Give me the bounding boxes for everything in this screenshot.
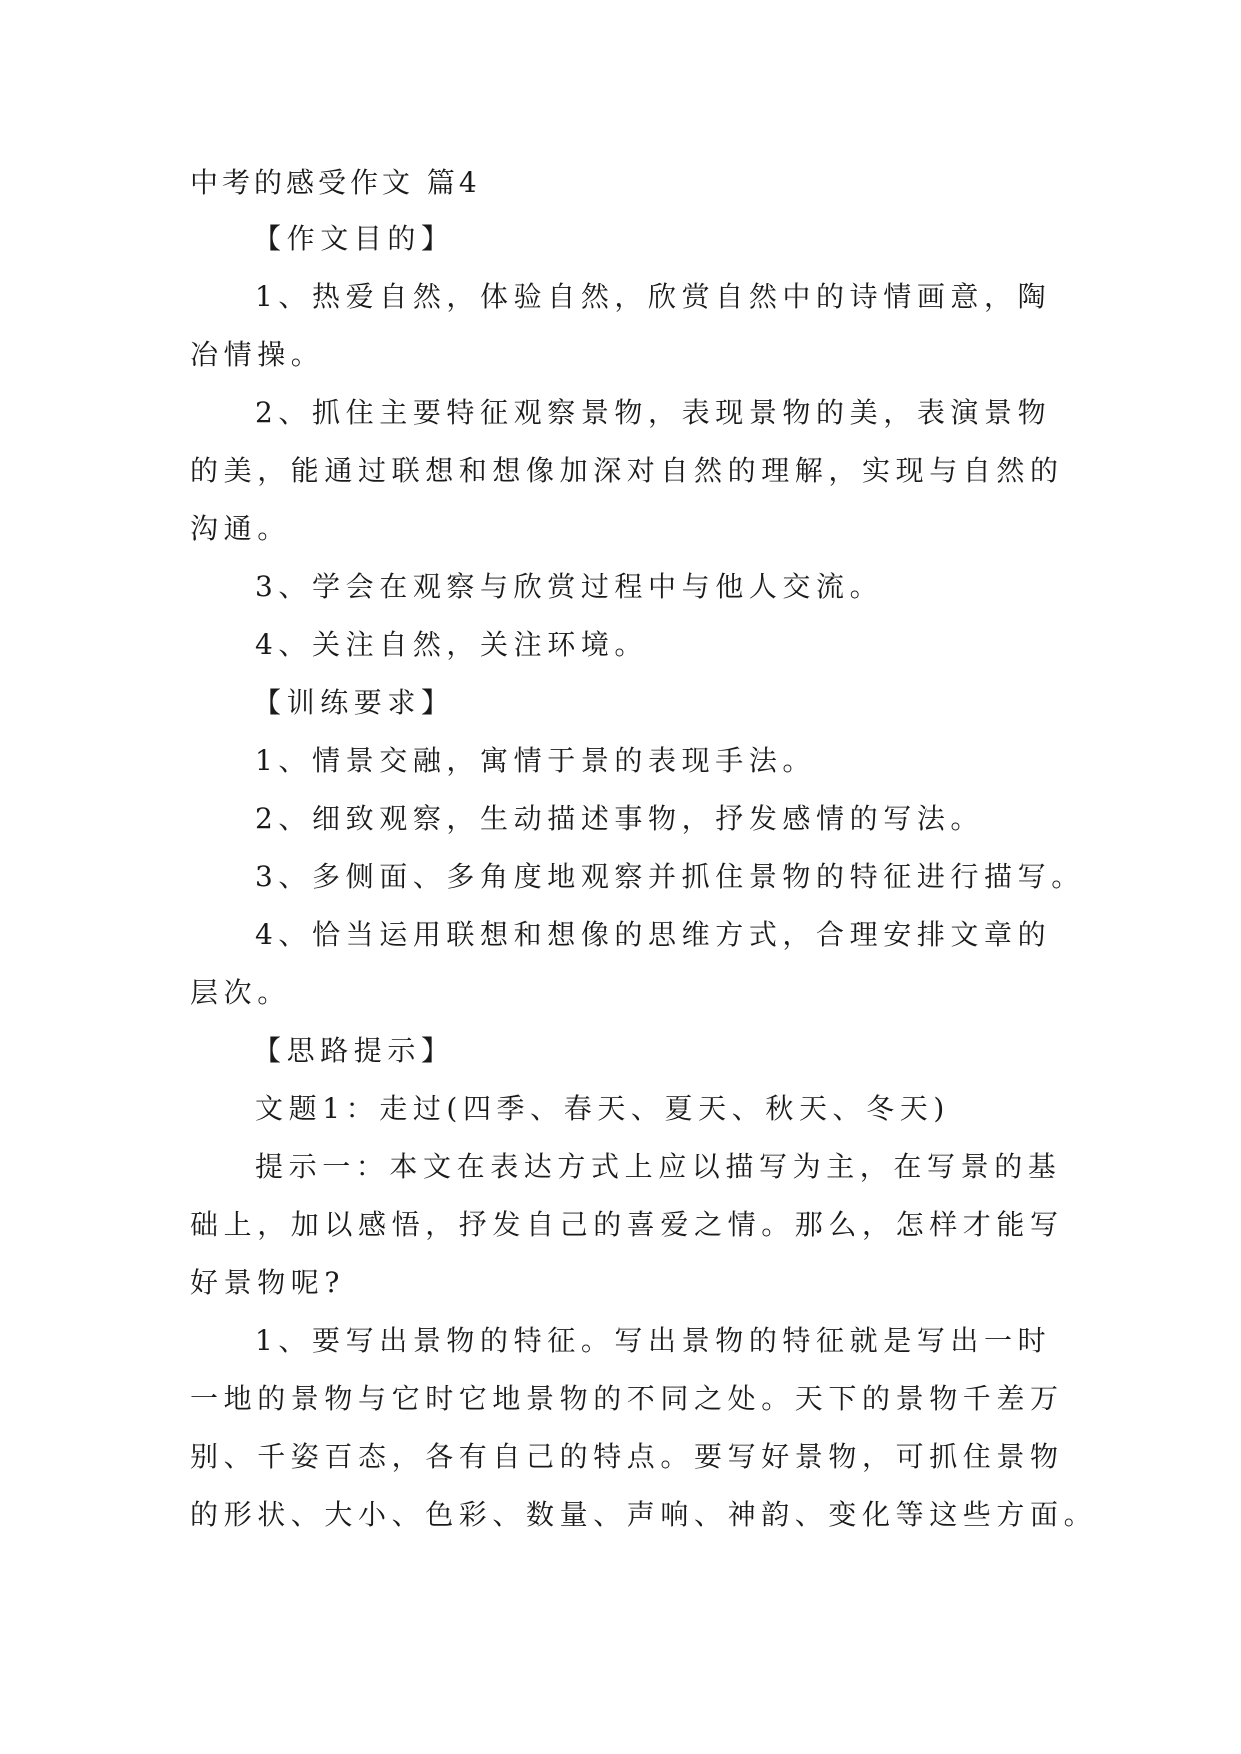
section-heading-requirements: 【训练要求】 xyxy=(253,686,455,719)
paragraph-line: 础上，加以感悟，抒发自己的喜爱之情。那么，怎样才能写 xyxy=(190,1208,1064,1241)
paragraph-line: 1、要写出景物的特征。写出景物的特征就是写出一时 xyxy=(255,1324,1052,1357)
paragraph-line: 别、千姿百态，各有自己的特点。要写好景物，可抓住景物 xyxy=(190,1440,1064,1473)
paragraph-line: 1、情景交融，寓情于景的表现手法。 xyxy=(255,744,817,777)
paragraph-line: 3、学会在观察与欣赏过程中与他人交流。 xyxy=(255,570,884,603)
paragraph-line: 层次。 xyxy=(190,976,291,1009)
paragraph-line: 提示一：本文在表达方式上应以描写为主，在写景的基 xyxy=(255,1150,1062,1183)
paragraph-line: 3、多侧面、多角度地观察并抓住景物的特征进行描写。 xyxy=(255,860,1085,893)
paragraph-line: 的形状、大小、色彩、数量、声响、神韵、变化等这些方面。 xyxy=(190,1498,1098,1531)
paragraph-line: 的美，能通过联想和想像加深对自然的理解，实现与自然的 xyxy=(190,454,1064,487)
section-heading-hints: 【思路提示】 xyxy=(253,1034,455,1067)
paragraph-line: 好景物呢? xyxy=(190,1266,346,1299)
paragraph-line: 文题1：走过(四季、春天、夏天、秋天、冬天) xyxy=(255,1092,950,1125)
paragraph-line: 4、恰当运用联想和想像的思维方式，合理安排文章的 xyxy=(255,918,1052,951)
paragraph-line: 2、抓住主要特征观察景物，表现景物的美，表演景物 xyxy=(255,396,1052,429)
paragraph-line: 冶情操。 xyxy=(190,338,325,371)
document-page xyxy=(190,155,1098,1544)
paragraph-line: 4、关注自然，关注环境。 xyxy=(255,628,649,661)
paragraph-line: 1、热爱自然，体验自然，欣赏自然中的诗情画意，陶 xyxy=(255,280,1052,313)
paragraph-line: 2、细致观察，生动描述事物，抒发感情的写法。 xyxy=(255,802,985,835)
section-heading-purpose: 【作文目的】 xyxy=(253,222,455,255)
paragraph-line: 一地的景物与它时它地景物的不同之处。天下的景物千差万 xyxy=(190,1382,1064,1415)
paragraph-line: 沟通。 xyxy=(190,512,291,545)
document-title: 中考的感受作文 篇4 xyxy=(190,166,481,199)
